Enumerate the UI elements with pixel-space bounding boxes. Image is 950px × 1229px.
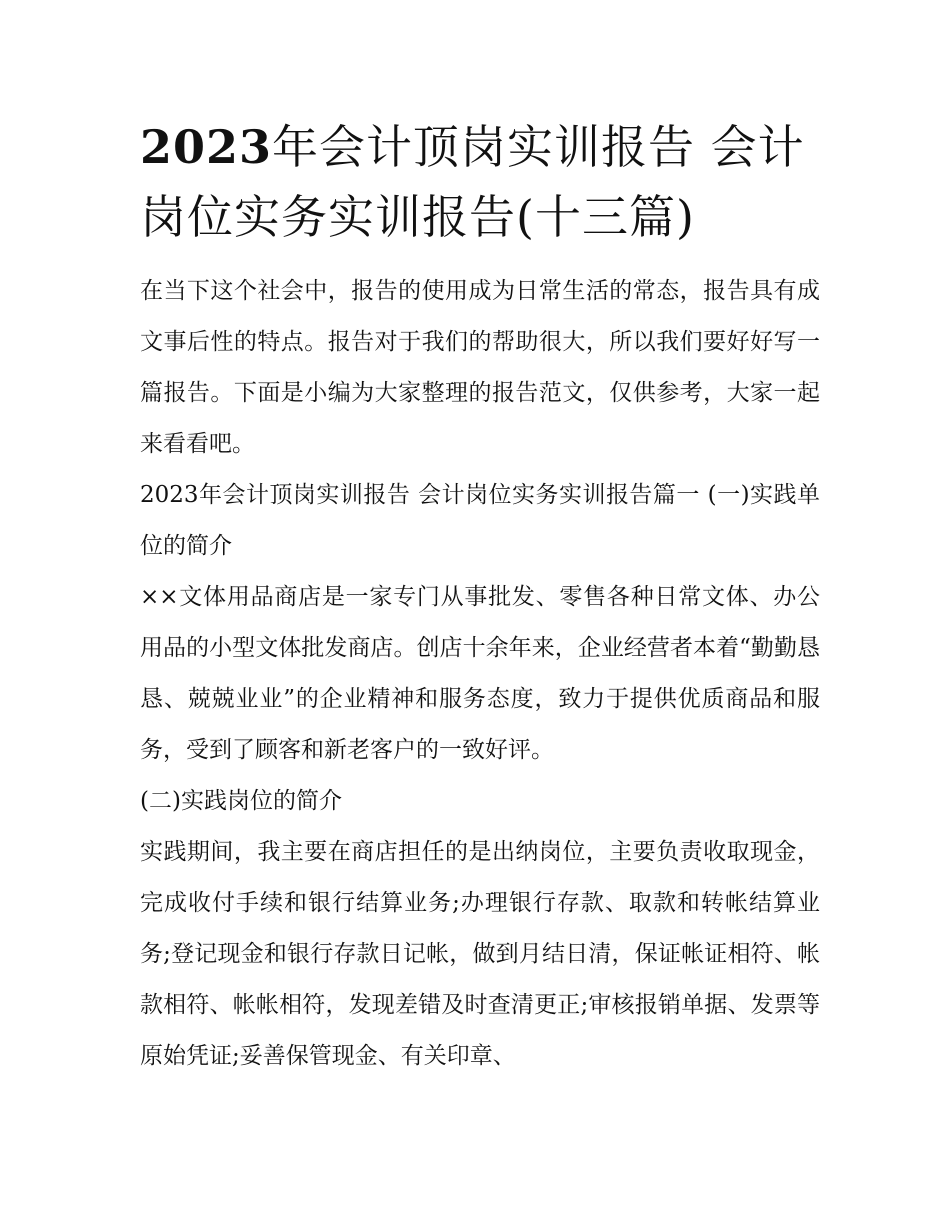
document-page <box>140 112 820 1082</box>
section-heading-1: 2023年会计顶岗实训报告 会计岗位实务实训报告篇一 (一)实践单位的简介 <box>140 482 820 559</box>
title-text: 年会计顶岗实训报告 会计岗位实务实训报告(十三篇) <box>140 120 805 244</box>
document-title <box>140 112 820 252</box>
company-intro-paragraph: ××文体用品商店是一家专门从事批发、零售各种日常文体、办公用品的小型文体批发商店。创店十余年来，企业经营者本着“勤勤恳恳、兢兢业业”的企业精神和服务态度，致力于提供优质商品和服务，受到了顾客和新老客户的一致好评。 <box>140 584 820 763</box>
section-heading-2: (二)实践岗位的简介 <box>140 788 342 814</box>
duties-paragraph: 实践期间，我主要在商店担任的是出纳岗位，主要负责收取现金，完成收付手续和银行结算业务;办理银行存款、取款和转帐结算业务;登记现金和银行存款日记帐，做到月结日清，保证帐证相符、帐款相符、帐帐相符，发现差错及时查清更正;审核报销单据、发票等原始凭证;妥善保管现金、有关印章、 <box>140 839 820 1069</box>
intro-paragraph: 在当下这个社会中，报告的使用成为日常生活的常态，报告具有成文事后性的特点。报告对于我们的帮助很大，所以我们要好好写一篇报告。下面是小编为大家整理的报告范文，仅供参考，大家一起来看看吧。 <box>140 278 820 457</box>
title-year: 2023 <box>140 120 273 174</box>
